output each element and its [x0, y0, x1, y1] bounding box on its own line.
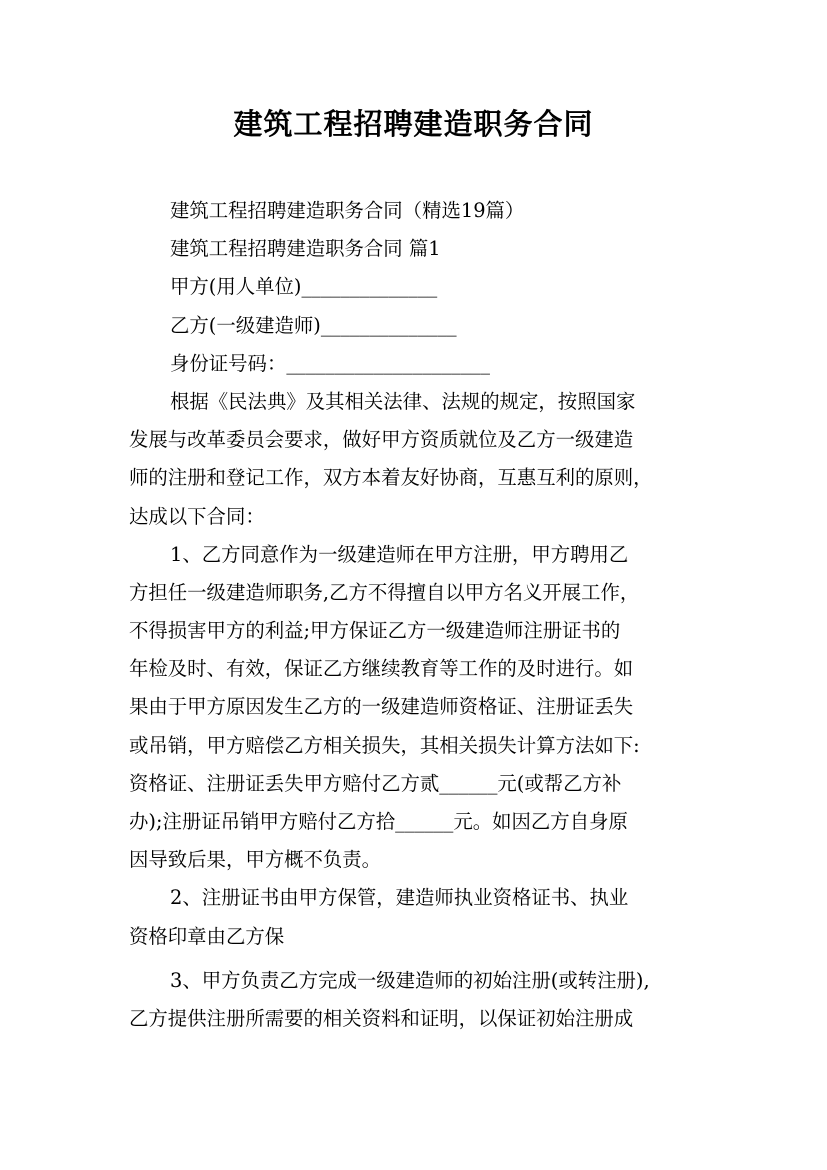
clause-2-line: 2、注册证书由甲方保管，建造师执业资格证书、执业 [170, 886, 629, 910]
party-b-line: 乙方(一级建造师)______________ [170, 313, 457, 337]
paragraph-line: 师的注册和登记工作，双方本着友好协商，互惠互利的原则， [129, 466, 653, 490]
paragraph-line: 发展与改革委员会要求，做好甲方资质就位及乙方一级建造 [129, 428, 634, 452]
clause-1-line: 1、乙方同意作为一级建造师在甲方注册，甲方聘用乙 [170, 542, 629, 566]
clause-1-line: 年检及时、有效，保证乙方继续教育等工作的及时进行。如 [129, 657, 634, 681]
subtitle-line: 建筑工程招聘建造职务合同（精选19篇） [170, 199, 525, 222]
clause-1-line: 办);注册证吊销甲方赔付乙方拾______元。如因乙方自身原 [129, 810, 628, 833]
section-heading: 建筑工程招聘建造职务合同 篇1 [170, 237, 441, 261]
clause-1-line: 果由于甲方原因发生乙方的一级建造师资格证、注册证丢失 [129, 695, 634, 719]
party-a-line: 甲方(用人单位)______________ [170, 275, 438, 299]
clause-1-line: 资格证、注册证丢失甲方赔付乙方贰______元(或帮乙方补 [129, 771, 622, 795]
clause-1-line: 不得损害甲方的利益;甲方保证乙方一级建造师注册证书的 [129, 619, 621, 643]
paragraph-line: 达成以下合同： [129, 504, 265, 528]
clause-1-line: 或吊销，甲方赔偿乙方相关损失，其相关损失计算方法如下: [129, 733, 640, 757]
document-title: 建筑工程招聘建造职务合同 [233, 107, 594, 141]
clause-2-line: 资格印章由乙方保 [129, 924, 285, 948]
clause-3-line: 乙方提供注册所需要的相关资料和证明，以保证初始注册成 [129, 1006, 634, 1030]
clause-1-line: 因导致后果，甲方概不负责。 [129, 848, 382, 872]
clause-1-line: 方担任一级建造师职务,乙方不得擅自以甲方名义开展工作， [129, 580, 640, 604]
clause-3-line: 3、甲方负责乙方完成一级建造师的初始注册(或转注册), [170, 968, 650, 992]
document-body [129, 192, 704, 1038]
id-number-line: 身份证号码：_____________________ [170, 351, 490, 375]
paragraph-line: 根据《民法典》及其相关法律、法规的规定，按照国家 [170, 389, 636, 413]
